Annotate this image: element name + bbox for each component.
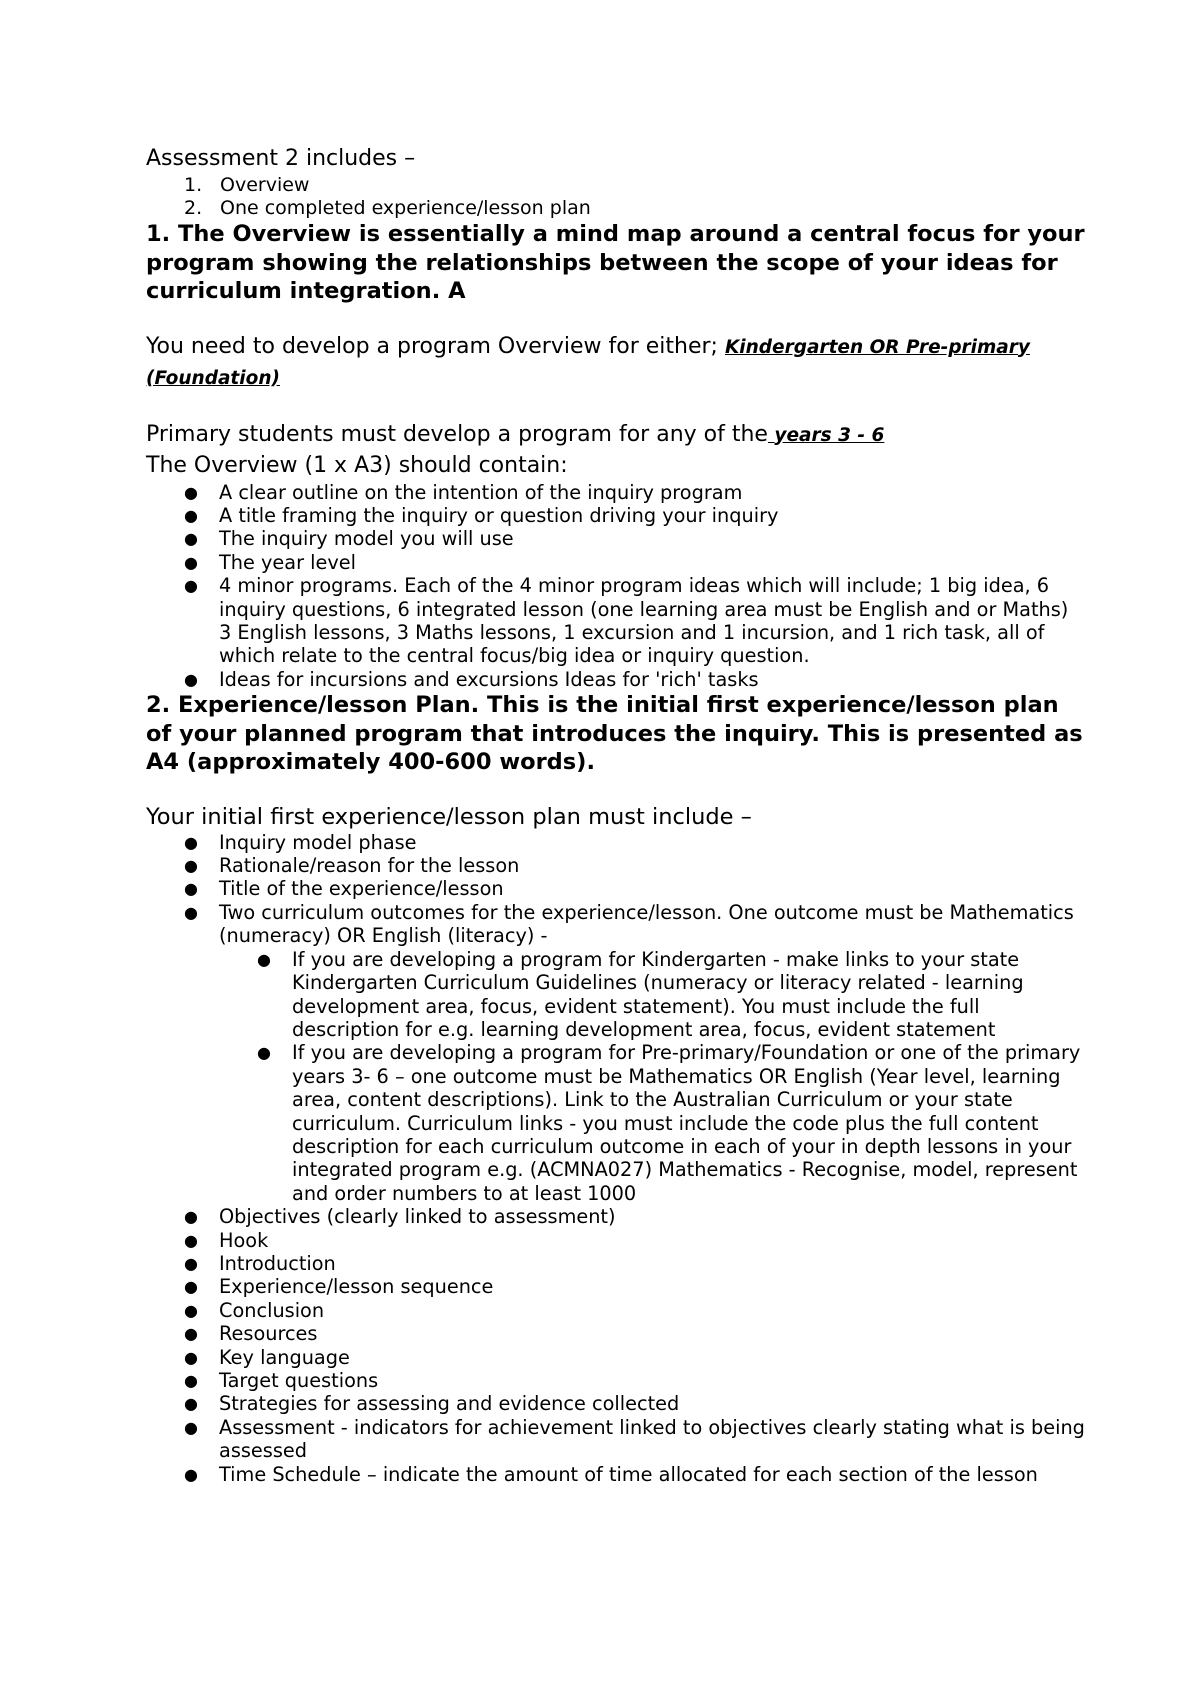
list-item: ● Title of the experience/lesson: [184, 877, 504, 901]
list-item: ● Conclusion: [184, 1298, 325, 1322]
list-item: ● Inquiry model phase: [184, 830, 417, 854]
contain-heading: The Overview (1 x A3) should contain:: [146, 452, 568, 478]
list-item: ● Assessment - indicators for achievement linked to objectives clearly stating what is being assessed: [184, 1415, 1085, 1463]
list-item: ● Two curriculum outcomes for the experience/lesson. One outcome must be Mathematics (numeracy) OR English (literacy) - ● If you are developing a program for Kindergarten - make links to your state Kindergarten Curriculum Guidelines (numeracy or literacy related - learning development area, focus, evident statement). You must include the full description for e.g. learning development area, focus, evident statement ● If you are developing a program for Pre-primary/Foundation or one of the primary years 3- 6 – one outcome must be Mathematics OR English (Year level, learning area, content descriptions). Link to the Australian Curriculum or your state curriculum. Curriculum links - you must include the code plus the full content description for each curriculum outcome in each of your in depth lessons in your integrated program e.g. (ACMNA027) Mathematics - Recognise, model, represent and order numbers to at least 1000: [146, 901, 1086, 1205]
develop-text: You need to develop a program Overview for either;: [146, 333, 725, 359]
list-item: ● Ideas for incursions and excursions Ideas for 'rich' tasks: [184, 667, 759, 691]
list-item: ● A title framing the inquiry or question driving your inquiry: [184, 503, 779, 527]
plan-items-list: [146, 831, 1086, 1486]
list-item: ● If you are developing a program for Kindergarten - make links to your state Kindergarten Curriculum Guidelines (numeracy or literacy related - learning development area, focus, evident statement). You must include the full description for e.g. learning development area, focus, evident statement: [257, 947, 1024, 1041]
list-item: ● Rationale/reason for the lesson: [184, 854, 520, 878]
primary-paragraph: [146, 420, 1086, 451]
list-item: 1. Overview: [184, 174, 310, 196]
must-include-heading: Your initial first experience/lesson plan must include –: [146, 803, 752, 830]
list-item: ● The inquiry model you will use: [184, 527, 514, 551]
list-item: ● Hook: [184, 1228, 269, 1252]
list-item: ● The year level: [184, 550, 356, 574]
primary-text: Primary students must develop a program for any of the: [146, 421, 768, 447]
list-item: ● Experience/lesson sequence: [184, 1275, 494, 1299]
list-item: ● Key language: [184, 1345, 350, 1369]
list-item: ● 4 minor programs. Each of the 4 minor program ideas which will include; 1 big idea, 6 inquiry questions, 6 integrated lesson (one learning area must be English and or Maths) 3 English lessons, 3 Maths lessons, 1 excursion and 1 incursion, and 1 rich task, all of which relate to the central focus/big idea or inquiry question.: [184, 574, 1069, 668]
list-item: ● Resources: [184, 1322, 318, 1346]
list-item: ● A clear outline on the intention of the inquiry program: [184, 480, 743, 504]
develop-paragraph: [146, 332, 1086, 394]
list-item: ● Introduction: [184, 1251, 336, 1275]
overview-intro: 1. The Overview is essentially a mind map around a central focus for your program showing the relationships between the scope of your ideas for curriculum integration. A: [146, 221, 1085, 304]
plan-intro: 2. Experience/lesson Plan. This is the initial first experience/lesson plan of your planned program that introduces the inquiry. This is presented as A4 (approximately 400-600 words).: [146, 692, 1083, 776]
list-item: ● If you are developing a program for Pre-primary/Foundation or one of the primary years 3- 6 – one outcome must be Mathematics OR English (Year level, learning area, content descriptions). Link to the Australian Curriculum or your state curriculum. Curriculum links - you must include the code plus the full content description for each curriculum outcome in each of your in depth lessons in your integrated program e.g. (ACMNA027) Mathematics - Recognise, model, represent and order numbers to at least 1000: [257, 1041, 1081, 1205]
curriculum-sub-list: [219, 948, 1086, 1205]
overview-contain-list: [146, 481, 1086, 692]
list-item: ● Strategies for assessing and evidence collected: [184, 1392, 680, 1416]
list-item: 2. One completed experience/lesson plan: [184, 197, 591, 219]
list-item: ● Objectives (clearly linked to assessment): [184, 1205, 616, 1229]
document-page: [146, 144, 1086, 1486]
years-link-text: years 3 - 6: [767, 424, 885, 446]
list-item: ● Time Schedule – indicate the amount of time allocated for each section of the lesson: [184, 1462, 1038, 1486]
kindergarten-link-text: Kindergarten OR Pre-primary (Foundation): [146, 336, 1030, 389]
list-item: ● Target questions: [184, 1369, 379, 1392]
includes-list: [146, 174, 1086, 220]
assessment-heading: Assessment 2 includes –: [146, 146, 416, 171]
